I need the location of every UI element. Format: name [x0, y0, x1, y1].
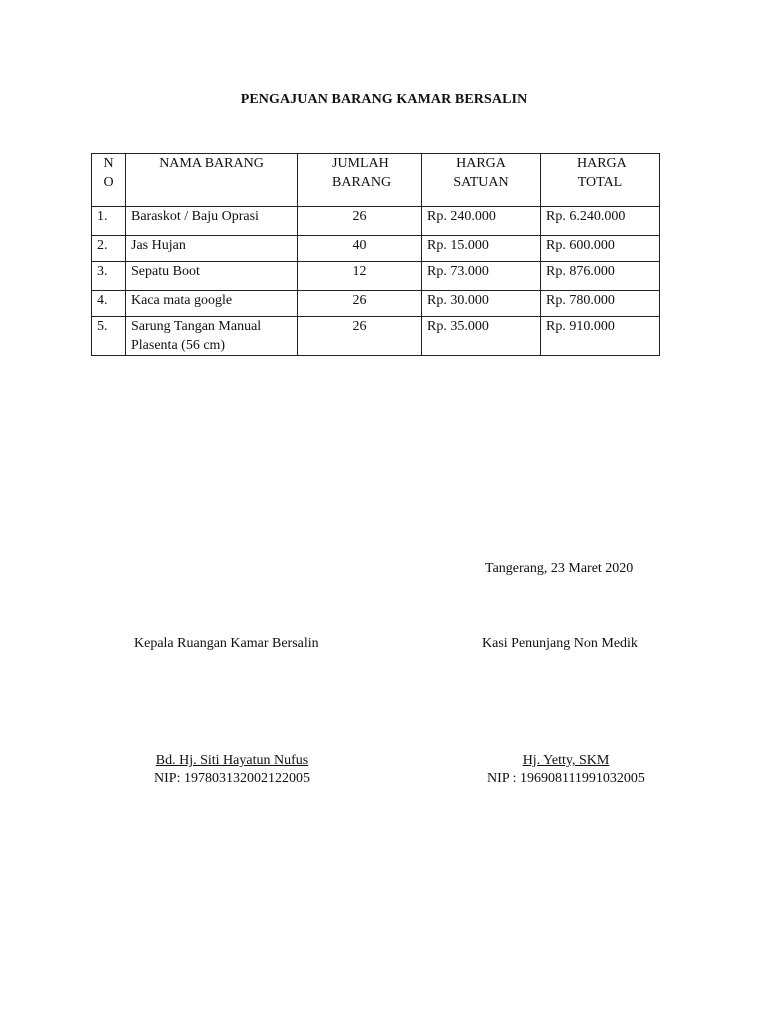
item-quantity: 12: [298, 262, 422, 291]
right-signature-block: [466, 752, 666, 788]
table-row: [92, 236, 660, 262]
item-unit-price: Rp. 240.000: [422, 207, 541, 236]
left-signatory-name: Bd. Hj. Siti Hayatun Nufus: [155, 753, 309, 768]
left-signatory-title: Kepala Ruangan Kamar Bersalin: [134, 636, 319, 651]
table-header-row: [92, 154, 660, 207]
row-number: 1.: [92, 207, 126, 236]
right-signatory-nip: NIP : 196908111991032005: [487, 771, 645, 786]
row-number: 3.: [92, 262, 126, 291]
item-quantity: 26: [298, 317, 422, 356]
right-signatory-title: Kasi Penunjang Non Medik: [482, 636, 638, 651]
item-name: Sarung Tangan Manual Plasenta (56 cm): [126, 317, 298, 356]
item-unit-price: Rp. 15.000: [422, 236, 541, 262]
item-quantity: 40: [298, 236, 422, 262]
left-signature-block: [132, 752, 332, 788]
item-total-price: Rp. 780.000: [541, 291, 660, 317]
item-total-price: Rp. 600.000: [541, 236, 660, 262]
item-name: Baraskot / Baju Oprasi: [126, 207, 298, 236]
left-signatory-nip: NIP: 197803132002122005: [154, 771, 310, 786]
item-unit-price: Rp. 35.000: [422, 317, 541, 356]
document-title: PENGAJUAN BARANG KAMAR BERSALIN: [240, 92, 528, 107]
item-name: Jas Hujan: [126, 236, 298, 262]
item-quantity: 26: [298, 291, 422, 317]
header-item-name: NAMA BARANG: [126, 154, 298, 207]
table-row: [92, 207, 660, 236]
table-row: [92, 291, 660, 317]
header-total-price: HARGA TOTAL: [541, 154, 660, 207]
item-unit-price: Rp. 30.000: [422, 291, 541, 317]
item-name: Kaca mata google: [126, 291, 298, 317]
items-table: [91, 153, 660, 356]
header-unit-price: HARGA SATUAN: [422, 154, 541, 207]
header-quantity: JUMLAH BARANG: [298, 154, 422, 207]
item-total-price: Rp. 910.000: [541, 317, 660, 356]
item-name: Sepatu Boot: [126, 262, 298, 291]
item-quantity: 26: [298, 207, 422, 236]
header-no: N O: [92, 154, 126, 207]
row-number: 2.: [92, 236, 126, 262]
table-row: [92, 317, 660, 356]
table-row: [92, 262, 660, 291]
item-total-price: Rp. 876.000: [541, 262, 660, 291]
right-signatory-name: Hj. Yetty, SKM: [522, 753, 610, 768]
row-number: 4.: [92, 291, 126, 317]
place-date: Tangerang, 23 Maret 2020: [485, 561, 634, 576]
item-total-price: Rp. 6.240.000: [541, 207, 660, 236]
item-unit-price: Rp. 73.000: [422, 262, 541, 291]
row-number: 5.: [92, 317, 126, 356]
